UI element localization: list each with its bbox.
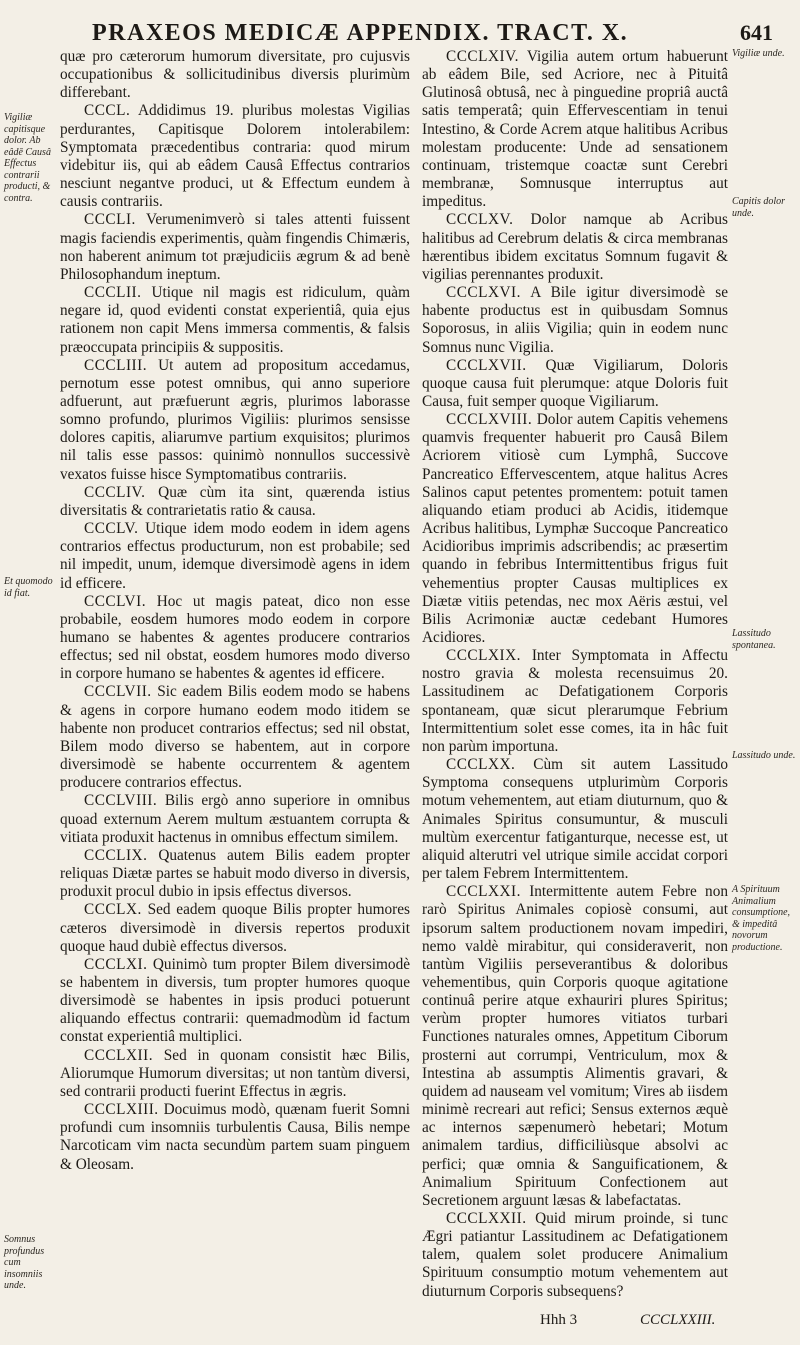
paragraph: CCCLVI. Hoc ut magis pateat, dico non esse probabile, eosdem humores modo eodem in corpore humano se habentes & agentes producere contrarios effectus; sed nil obstat, eosdem humores modo diverso in corpore humano se habentes & agentes id efficere. [60, 592, 410, 683]
left-column [60, 48, 410, 1174]
margin-note: Lassitudo unde. [732, 750, 796, 761]
paragraph: CCCLXI. Quinimò tum propter Bilem diversimodè se habentem in diversis, tum propter humores quoque diversimodè se habentes in ipsis produci potuerunt aliquando effectus contrarii: quemadmodùm id factum constat experientiâ multiplici. [60, 955, 411, 1046]
signature-mark: Hhh 3 [540, 1312, 578, 1328]
catchword: CCCLXXIII. [640, 1312, 716, 1328]
paragraph: CCCLXIII. Docuimus modò, quænam fuerit Somni profundi cum insomniis turbulentis Causa, Bilis nempe Narcoticam vim nacta secundùm partem suam pinguem & Oleosam. [60, 1101, 410, 1173]
paragraph: CCCLXIX. Inter Symptomata in Affectu nostro gravia & molesta recensuimus 20. Lassitudinem ac Defatigationem Corporis spontaneam, quæ sicut plerarumque Febrium Intermittentium solet esse comes, ita in hâc fuit non parùm importuna. [422, 647, 729, 755]
page-number: 641 [740, 20, 773, 45]
paragraph: CCCLXVII. Quæ Vigiliarum, Doloris quoque causa fuit plerumque: atque Doloris fuit Causa, fuit semper quoque Vigiliarum. [422, 356, 728, 410]
paragraph: CCCLVIII. Bilis ergò anno superiore in omnibus quoad externum Aerem multum æstuantem corrupta & vitiata produxit hactenus in omnibus effectum similem. [60, 792, 410, 846]
paragraph: CCCLXX. Cùm sit autem Lassitudo Symptoma consequens utplurimùm Corporis motum vehementem, aut etiam diuturnum, quo & Animales Spiritus consumuntur, & musculi multùm exercentur fatiganturque, necesse est, ut aliquid alterutri vel utrique simile accidat corpori per talem Febrem Intermittentem. [422, 756, 728, 883]
paragraph: CCCLX. Sed eadem quoque Bilis propter humores cæteros diversimodè in diversis repertos produxit quoque haud dubiè effectus diversos. [60, 901, 411, 955]
margin-note: Somnus profundus cum insomniis unde. [4, 1234, 45, 1291]
margin-note: Vigiliæ capitisque dolor. Ab eâdē Causâ Effectus contrarii producti, & contra. [4, 112, 51, 204]
margin-note: A Spirituum Animalium consumptione, & impeditâ novorum productione. [732, 884, 791, 953]
paragraph: CCCLXV. Dolor namque ab Acribus halitibus ad Cerebrum delatis & circa membranas hærentibus ibidem excitatus Somnum fugavit & vigilias perennantes produxit. [422, 211, 729, 283]
paragraph: CCCLV. Utique idem modo eodem in idem agens contrarios effectus producturum, non est probabile; sed nil impedit, unum, idemque diversimodè agens in idem id efficere. [60, 520, 410, 592]
right-column [422, 48, 728, 1301]
paragraph: CCCLXXI. Intermittente autem Febre non rarò Spiritus Animales copiosè consumi, aut ipsorum saltem productionem novam impediri, nemo valdè mirabitur, qui consideraverit, non tantùm Vigiliis perseverantibus & doloribus vehementibus, quin Corporis quoque agitatione continuâ perire atque exhauriri plures Spiritus; verùm propter humores vitiatos turbari Functiones naturales omnes, Appetitum Ciborum prosterni aut corrumpi, Ventriculum, mox & Intestina ab assumptis Alimentis gravari, & quidem ad nauseam vel vomitum; Vires ab iisdem minimè recreari aut refici; Sensus externos æquè ac internos sæpenumerò hebetari; Motum animalem tardius, difficiliùsque absolvi ac perfici; quæ omnia & Sanguificationem, & Animalium Spirituum Confectionem aut Secretionem arguunt læsas & labefactatas. [422, 883, 728, 1209]
paragraph: CCCLIX. Quatenus autem Bilis eadem propter reliquas Diætæ partes se habuit modo diverso in diversis, produxit procul dubio in ipsis effectus diversos. [60, 846, 410, 901]
paragraph: CCCLXVIII. Dolor autem Capitis vehemens quamvis frequenter habuerit pro Causâ Bilem Acriorem vitiosè cum Lymphâ, Succove Pancreatico Effervescentem, atque halitus Acres Salinos caput petentes promentem: potuit tamen aliquando etiam produci ab Acidis, itidemque Acribus halitibus, Lymphæ Succoque Pancreatico Acidioribus imprimis adscribendis; ac præsertim quando in febribus Intermittentibus frigus fuit vehementius propter Causas multiplices ex Diætæ vitiis petendas, nec mox Aëris æstui, vel Bilis Acrimoniæ auctæ cedebant Humores Acidiores. [422, 411, 729, 646]
margin-note: Vigiliæ unde. [732, 48, 785, 59]
paragraph: CCCLI. Verumenimverò si tales attenti fuissent magis faciendis experimentis, quàm fingendis Chimæris, non haberent animum tot præjudiciis ægrum & ad benè Philosophandum ineptum. [60, 211, 410, 283]
margin-note: Lassitudo spontanea. [732, 628, 776, 651]
running-title: PRAXEOS MEDICÆ APPENDIX. TRACT. X. [92, 20, 629, 46]
paragraph: CCCLIV. Quæ cùm ita sint, quærenda istius diversitatis & contrarietatis ratio & causa. [60, 483, 410, 519]
margin-note: Capitis dolor unde. [732, 196, 786, 219]
paragraph: CCCLXII. Sed in quonam consistit hæc Bilis, Aliorumque Humorum diversitas; ut non tantùm diversi, sed contrarii producti fuerint Effectus in ægris. [60, 1046, 410, 1100]
paragraph: CCCL. Addidimus 19. pluribus molestas Vigilias perdurantes, Capitisque Dolorem intolerabilem: Symptomata præcedentibus contraria: quod mirum videbitur iis, qui ab eâdem Causâ Effectus contrarios nesciunt negantve produci, ut & Effectum eundem à causis contrariis. [60, 102, 411, 211]
margin-note: Et quomodo id fiat. [4, 576, 53, 599]
paragraph: CCCLXVI. A Bile igitur diversimodè se habente productus est in quibusdam Somnus Soporosus, in aliis Vigilia; quin in eodem nunc Somnus nunc Vigilia. [422, 284, 728, 356]
paragraph: CCCLVII. Sic eadem Bilis eodem modo se habens & agens in corpore humano eodem modo itidem se habente non producet contrarios effectus; sed nil obstat, Bilem modo diverso se habentem, aut in corpore diversimodè se habente occurrentem & agentem producere contrarios effectus. [60, 683, 411, 792]
paragraph: CCCLXXII. Quid mirum proinde, si tunc Ægri patiantur Lassitudinem ac Defatigationem talem, qualem solet producere Animalium Spirituum consumptio motum vehementem aut diuturnum Corporis subsequens? [422, 1210, 728, 1300]
paragraph: CCCLXIV. Vigilia autem ortum habuerunt ab eâdem Bile, sed Acriore, nec à Pituitâ Glutinosâ obtusâ, nec à pinguedine propriâ auctâ satis temperatâ; quin Effervescentiam in tenui Intestino, & Corde Acrem atque halitibus Acribus molestam producente: Unde ad sensationem continuam, tristemque coactæ sunt Cerebri membranæ, Somnusque interruptus aut impeditus. [422, 48, 728, 211]
paragraph: CCCLII. Utique nil magis est ridiculum, quàm negare id, quod evidenti constat experientiâ, quia ejus rationem non capit Mens immersa commentis, & falsis præoccupata principiis & suppositis. [60, 284, 410, 356]
paragraph: CCCLIII. Ut autem ad propositum accedamus, pernotum esse potest omnibus, qui anno superiore adfuerunt, aut præfuerunt ægris, plurimos laborasse somno profundo, plurimos Vigiliis: plurimos sensisse dolores capitis, aliarumve partium exquisitos; plurimos nil talis esse passos: quinimò nonnullos successivè vexatos fuisse hisce Symptomatibus contrariis. [60, 356, 410, 483]
paragraph: quæ pro cæterorum humorum diversitate, pro cujusvis occupationibus & sollicitudinibus diversis plurimùm differebant. [60, 48, 410, 102]
